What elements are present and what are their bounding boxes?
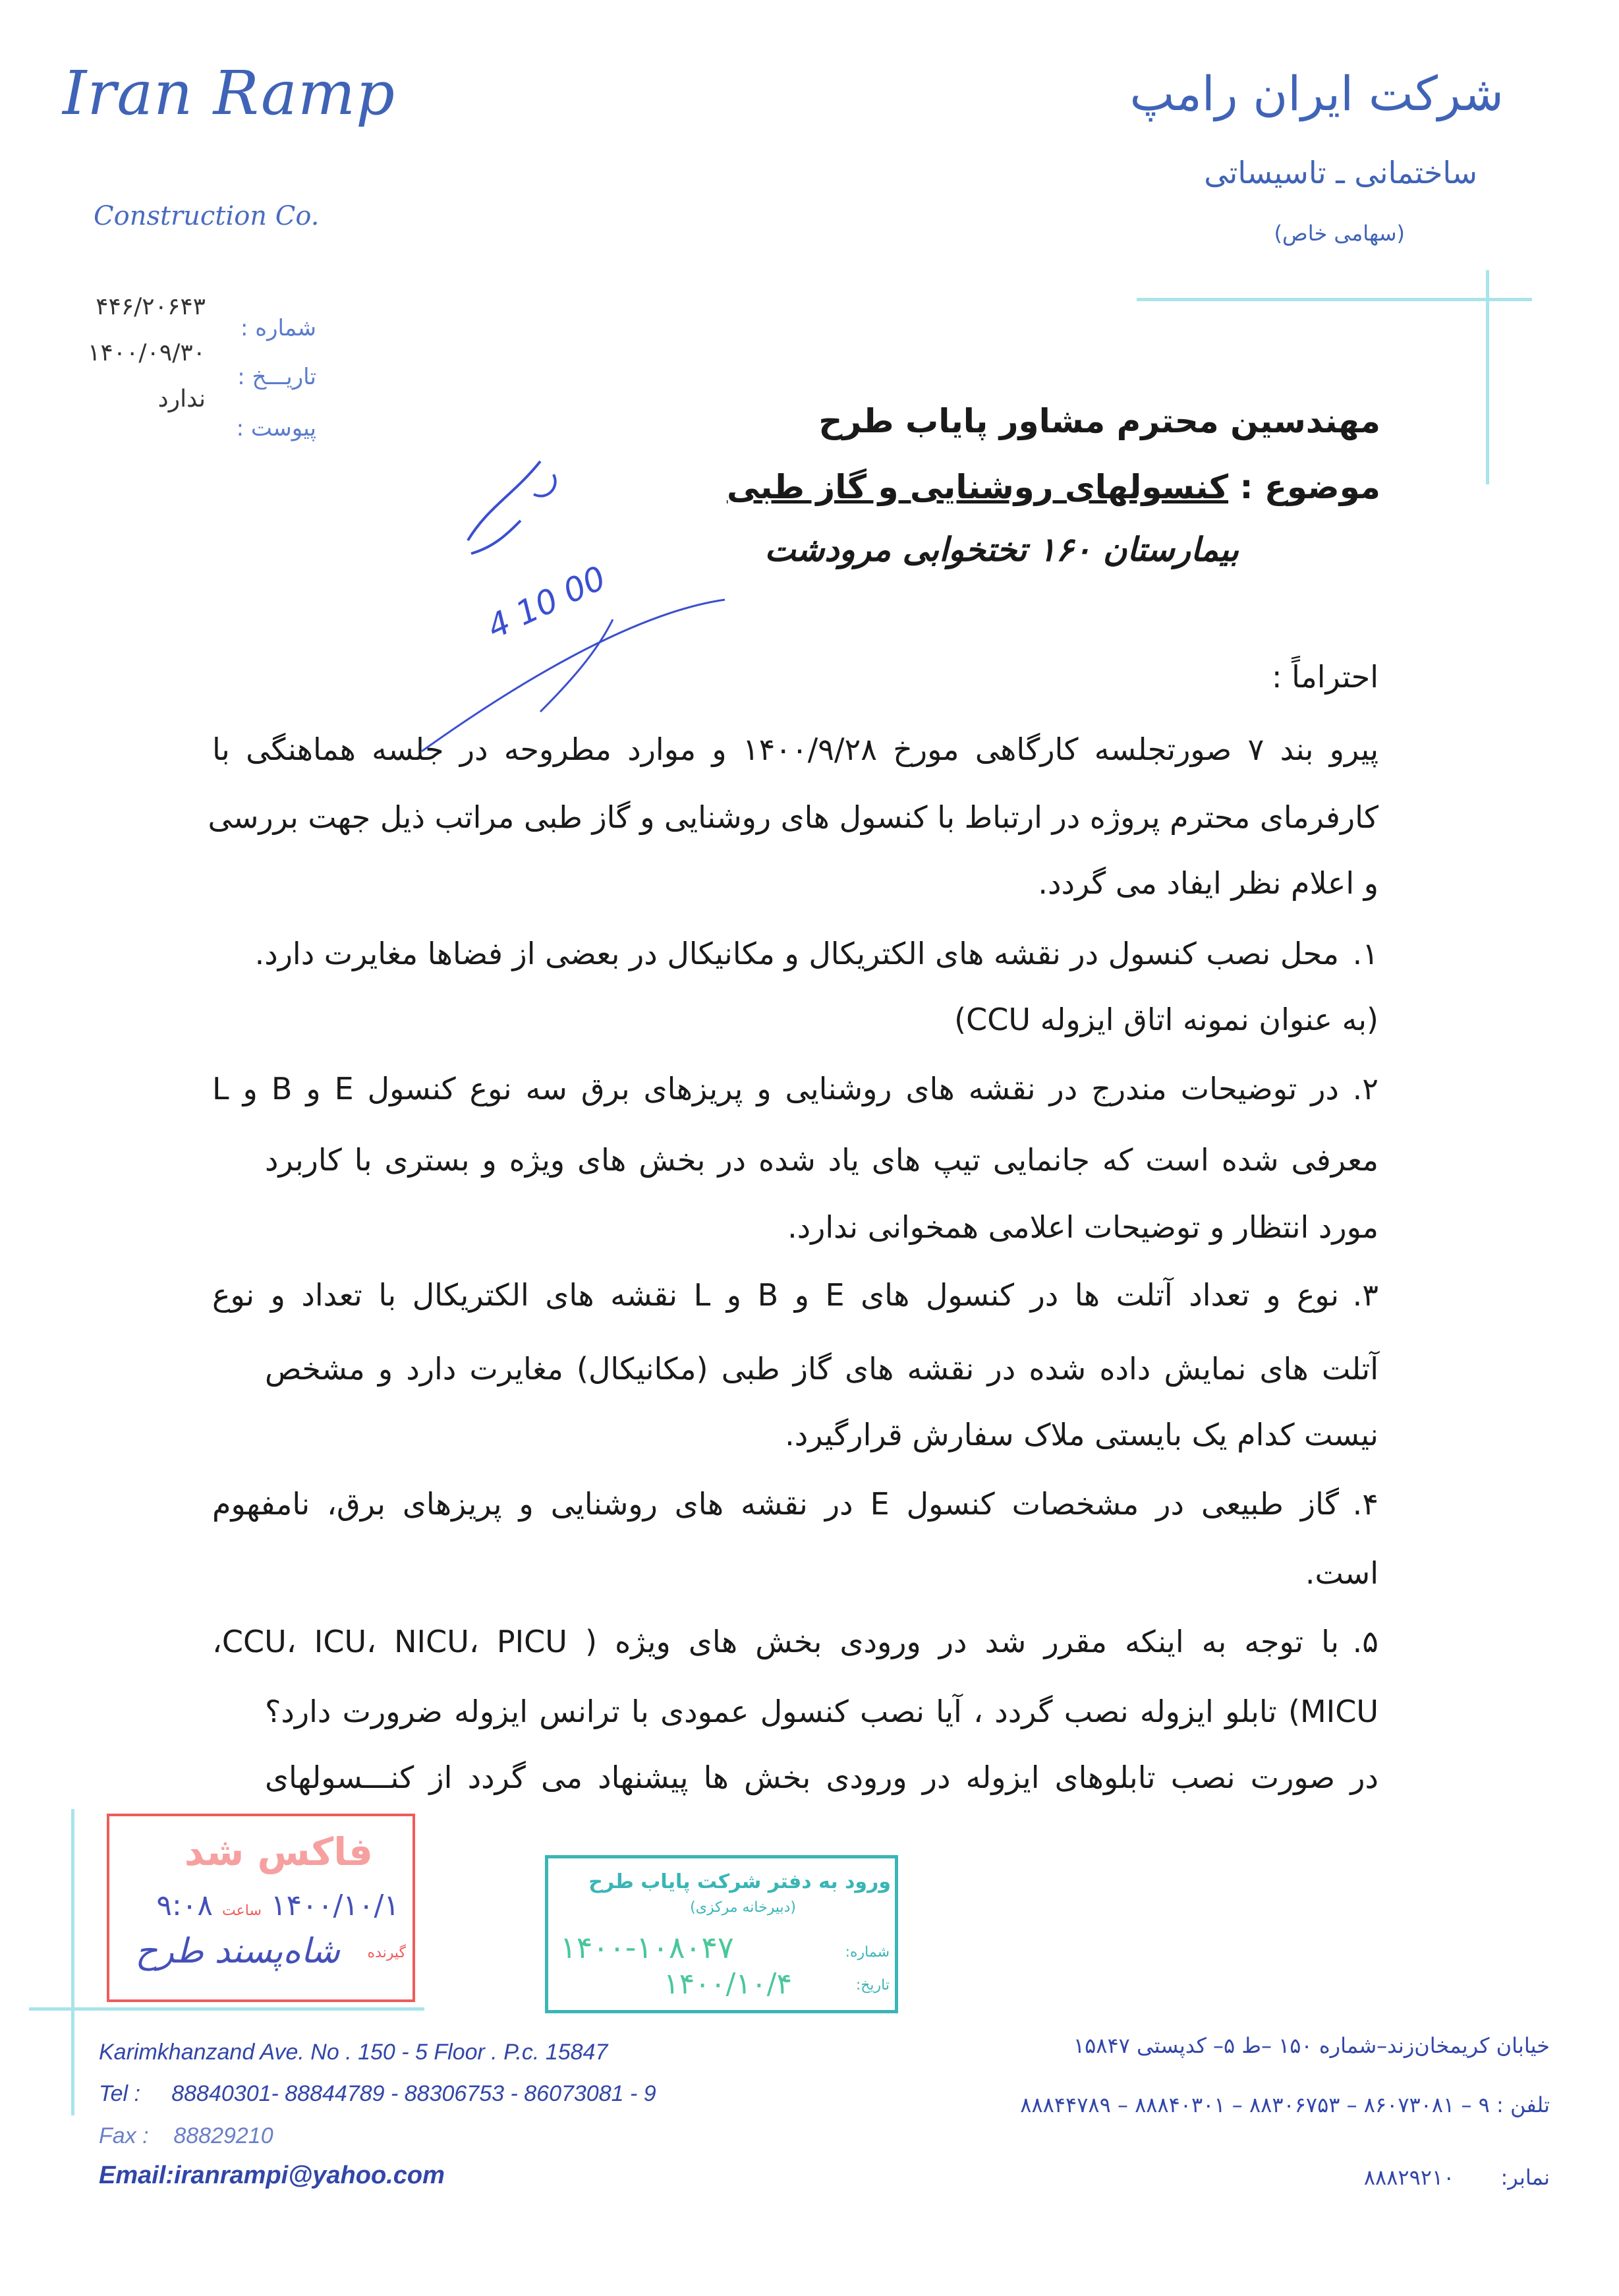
date-value: ۱۴۰۰/۰۹/۳۰ bbox=[88, 339, 206, 366]
item-number: ۳. bbox=[1352, 1277, 1379, 1313]
body-line: پیرو بند ۷ صورتجلسه کارگاهی مورخ ۱۴۰۰/۹/۲۸ و موارد مطروحه در جلسه هماهنگی با bbox=[212, 732, 1379, 767]
item-text: (به عنوان نمونه اتاق ایزوله CCU) bbox=[954, 1002, 1378, 1037]
entry-date: ۱۴۰۰/۱۰/۴ bbox=[664, 1967, 793, 2001]
attachment-label: پیوست : bbox=[236, 415, 316, 442]
salutation: احتراماً : bbox=[1271, 659, 1378, 695]
footer-address-en: Karimkhanzand Ave. No . 150 - 5 Floor . P.c. 15847 bbox=[99, 2040, 608, 2065]
fax-stamp bbox=[107, 1814, 415, 2002]
company-type: ساختمانی ـ تاسیساتی bbox=[1204, 155, 1477, 190]
fax-receiver-signature: شاه‌پسند طرح bbox=[135, 1932, 340, 1971]
date-label: تاریـــخ : bbox=[237, 364, 316, 390]
footer-fax-en: Fax : 88829210 bbox=[99, 2123, 273, 2148]
subject: کنسولهای روشنایی و گاز طبی bbox=[726, 468, 1229, 506]
entry-stamp-title: ورود به دفتر شرکت پایاب طرح bbox=[588, 1870, 891, 1893]
footer-fax-fa bbox=[1364, 2165, 1550, 2190]
item-text: معرفی شده است که جانمایی تیپ های یاد شده در بخش های ویژه و بستری با کاربرد bbox=[265, 1142, 1378, 1178]
item-text: نیست کدام یک بایستی ملاک سفارش قرارگیرد. bbox=[785, 1417, 1378, 1452]
item-text: در صورت نصب تابلوهای ایزوله در ورودی بخش ها پیشنهاد می گردد از کنـــسولهای bbox=[265, 1760, 1378, 1795]
subject-label: موضوع : bbox=[1239, 468, 1380, 506]
footer-email-en: Email:iranrampi@yahoo.com bbox=[99, 2162, 445, 2189]
entry-stamp-subtitle: (دبیرخانه مرکزی) bbox=[690, 1899, 796, 1916]
handwritten-number: 4 10 00 bbox=[481, 558, 612, 646]
decorative-rule bbox=[1137, 298, 1532, 301]
project-name: بیمارستان ۱۶۰ تختخوابی مرودشت bbox=[764, 531, 1239, 569]
item-number: ۵. bbox=[1352, 1624, 1379, 1659]
item-text: گاز طبیعی در مشخصات کنسول E در نقشه های روشنایی و پریزهای برق، نامفهوم bbox=[212, 1486, 1339, 1522]
item-number: ۱. bbox=[1352, 936, 1378, 971]
item-text: آتلت های نمایش داده شده در نقشه های گاز طبی (مکانیکال) مغایرت دارد و مشخص bbox=[265, 1351, 1378, 1387]
number-value: ۴۴۶/۲۰۶۴۳ bbox=[96, 293, 206, 320]
list-item bbox=[212, 1071, 1378, 1106]
footer-tel-en: Tel : 88840301- 88844789 - 88306753 - 86073081 - 9 bbox=[99, 2081, 656, 2106]
attachment-value: ندارد bbox=[157, 386, 206, 413]
fax-receiver-label: گیرنده bbox=[367, 1945, 406, 1961]
decorative-rule bbox=[1486, 270, 1489, 484]
fax-stamp-datetime bbox=[156, 1889, 399, 1922]
item-number: ۴. bbox=[1352, 1486, 1378, 1522]
logo-subtitle: Construction Co. bbox=[94, 201, 320, 231]
item-text: مورد انتظار و توضیحات اعلامی همخوانی ندارد. bbox=[787, 1209, 1378, 1245]
handwritten-annotation bbox=[382, 422, 738, 764]
body-line: کارفرمای محترم پروژه در ارتباط با کنسول های روشنایی و گاز طبی مراتب ذیل جهت بررسی bbox=[208, 799, 1378, 835]
footer-address-fa: خیابان کریمخان‌زند–شماره ۱۵۰ –ط ۵– کدپستی ۱۵۸۴۷ bbox=[1073, 2033, 1550, 2058]
entry-number-label: شماره: bbox=[845, 1944, 890, 1961]
list-item bbox=[212, 1486, 1378, 1522]
item-text: با توجه به اینکه مقرر شد در ورودی بخش های ویژه ( CCU، ICU، NICU، PICU، bbox=[212, 1624, 1340, 1659]
fax-time-label: ساعت bbox=[222, 1903, 262, 1919]
body-line: و اعلام نظر ایفاد می گردد. bbox=[1038, 865, 1378, 901]
item-text: است. bbox=[1305, 1555, 1378, 1591]
item-number: ۲. bbox=[1352, 1071, 1378, 1106]
footer-fax-number-fa: ۸۸۸۲۹۲۱۰ bbox=[1363, 2165, 1455, 2190]
company-name-fa: شرکت ایران رامپ bbox=[1129, 66, 1504, 121]
list-item bbox=[212, 936, 1378, 971]
decorative-rule bbox=[71, 1809, 74, 2115]
entry-number: ۱۴۰۰-۱۰۸۰۴۷ bbox=[560, 1930, 734, 1965]
subject-line bbox=[727, 468, 1380, 506]
footer-tel-fa: تلفن : ۹ – ۸۶۰۷۳۰۸۱ – ۸۸۳۰۶۷۵۳ – ۸۸۸۴۰۳۰۱ – ۸۸۸۴۴۷۸۹ bbox=[1020, 2092, 1550, 2117]
entry-date-label: تاریخ: bbox=[855, 1977, 890, 1994]
fax-stamp-title: فاکس شد bbox=[184, 1829, 373, 1874]
fax-time: ۹:۰۸ bbox=[156, 1889, 213, 1922]
recipient: مهندسین محترم مشاور پایاب طرح bbox=[818, 402, 1380, 440]
list-item bbox=[212, 1624, 1378, 1659]
logo-english: Iran Ramp bbox=[63, 58, 396, 129]
item-text: محل نصب کنسول در نقشه های الکتریکال و مکانیکال در بعضی از فضاها مغایرت دارد. bbox=[254, 936, 1339, 971]
number-label: شماره : bbox=[241, 315, 316, 341]
footer-fax-label-fa: نمابر: bbox=[1500, 2165, 1550, 2190]
item-text: نوع و تعداد آتلت ها در کنسول های E و B و L نقشه های الکتریکال با تعداد و نوع bbox=[212, 1277, 1340, 1313]
decorative-rule bbox=[29, 2007, 424, 2011]
company-share-type: (سهامی خاص) bbox=[1274, 221, 1405, 246]
item-text: MICU) تابلو ایزوله نصب گردد ، آیا نصب کنسول عمودی با ترانس ایزوله ضرورت دارد؟ bbox=[265, 1694, 1378, 1729]
fax-date: ۱۴۰۰/۱۰/۱ bbox=[270, 1889, 399, 1922]
list-item bbox=[212, 1277, 1378, 1313]
item-text: در توضیحات مندرج در نقشه های روشنایی و پریزهای برق سه نوع کنسول E و B و L bbox=[212, 1071, 1339, 1106]
entry-stamp bbox=[545, 1855, 898, 2013]
